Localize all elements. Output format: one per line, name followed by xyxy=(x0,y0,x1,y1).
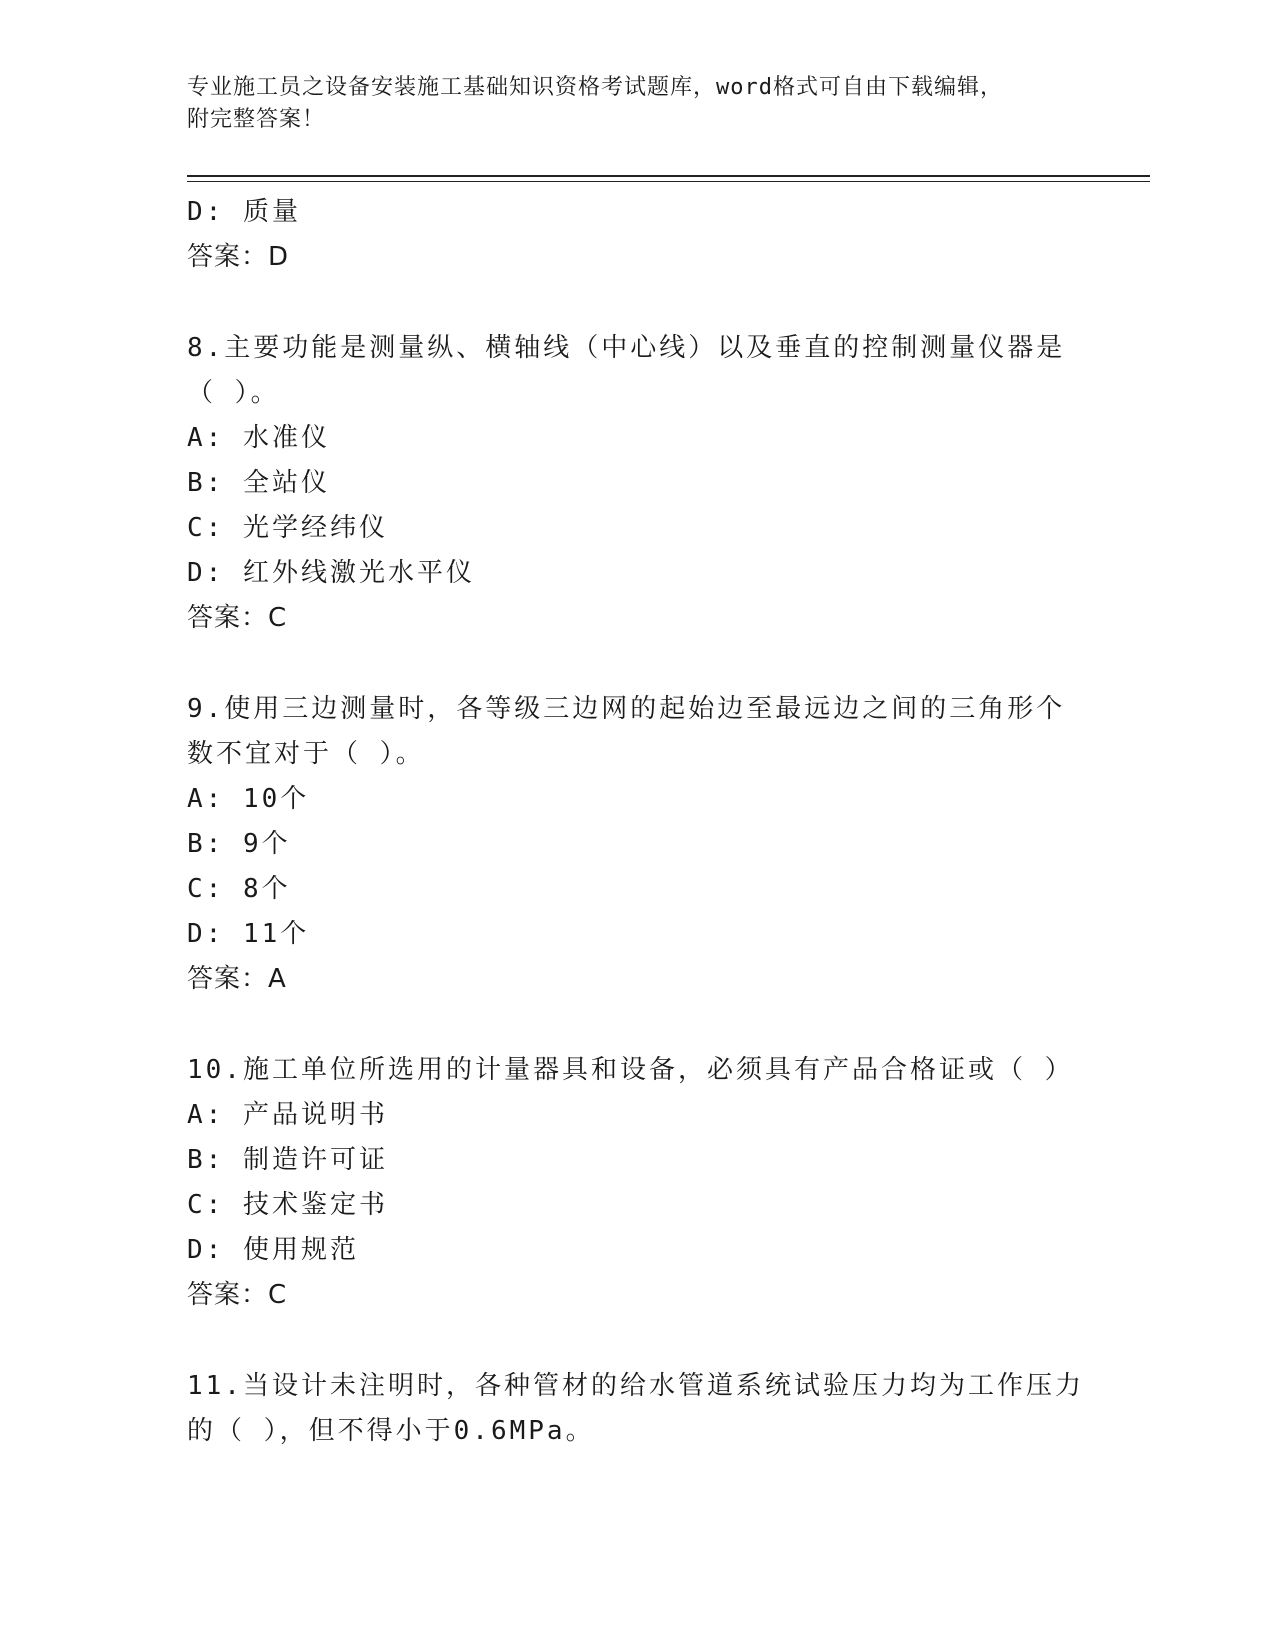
question-stem-line: 数不宜对于（ ）。 xyxy=(187,739,425,769)
answer-line: 答案：C xyxy=(187,1280,288,1310)
question-stem-line: 11.当设计未注明时，各种管材的给水管道系统试验压力均为工作压力 xyxy=(187,1371,1084,1401)
header-rule-thick xyxy=(187,175,1150,177)
option-c: C: 技术鉴定书 xyxy=(187,1190,388,1220)
option-c: C: 8个 xyxy=(187,874,291,904)
answer-line: 答案：D xyxy=(187,242,290,272)
question-stem-line: 的（ ），但不得小于0.6MPa。 xyxy=(187,1416,595,1446)
option-a: A: 水准仪 xyxy=(187,423,330,453)
option-d: D: 使用规范 xyxy=(187,1235,359,1265)
option-d: D: 红外线激光水平仪 xyxy=(187,558,475,588)
answer-line: 答案：C xyxy=(187,603,288,633)
question-11 xyxy=(187,1364,1087,1454)
header-line-2: 附完整答案！ xyxy=(187,107,326,132)
option-d: D: 11个 xyxy=(187,919,310,949)
option-a: A: 10个 xyxy=(187,784,310,814)
previous-question-tail xyxy=(187,190,1087,280)
question-stem-line: 10.施工单位所选用的计量器具和设备，必须具有产品合格证或（ ） xyxy=(187,1055,1074,1085)
option-b: B: 全站仪 xyxy=(187,468,330,498)
option-a: A: 产品说明书 xyxy=(187,1100,388,1130)
question-10 xyxy=(187,1048,1087,1318)
question-9 xyxy=(187,687,1087,1002)
question-8 xyxy=(187,326,1087,641)
question-stem-line: 9.使用三边测量时，各等级三边网的起始边至最远边之间的三角形个 xyxy=(187,694,1066,724)
option-b: B: 9个 xyxy=(187,829,291,859)
answer-line: 答案：A xyxy=(187,964,287,994)
option-b: B: 制造许可证 xyxy=(187,1145,388,1175)
option-c: C: 光学经纬仪 xyxy=(187,513,388,543)
header-rule-thin xyxy=(187,181,1150,182)
option-d: D: 质量 xyxy=(187,197,301,227)
question-stem-line: （ ）。 xyxy=(187,378,280,408)
document-header xyxy=(187,72,1067,136)
header-line-1: 专业施工员之设备安装施工基础知识资格考试题库，word格式可自由下载编辑， xyxy=(187,75,1003,100)
question-list xyxy=(187,190,1087,1454)
question-stem-line: 8.主要功能是测量纵、横轴线（中心线）以及垂直的控制测量仪器是 xyxy=(187,333,1066,363)
